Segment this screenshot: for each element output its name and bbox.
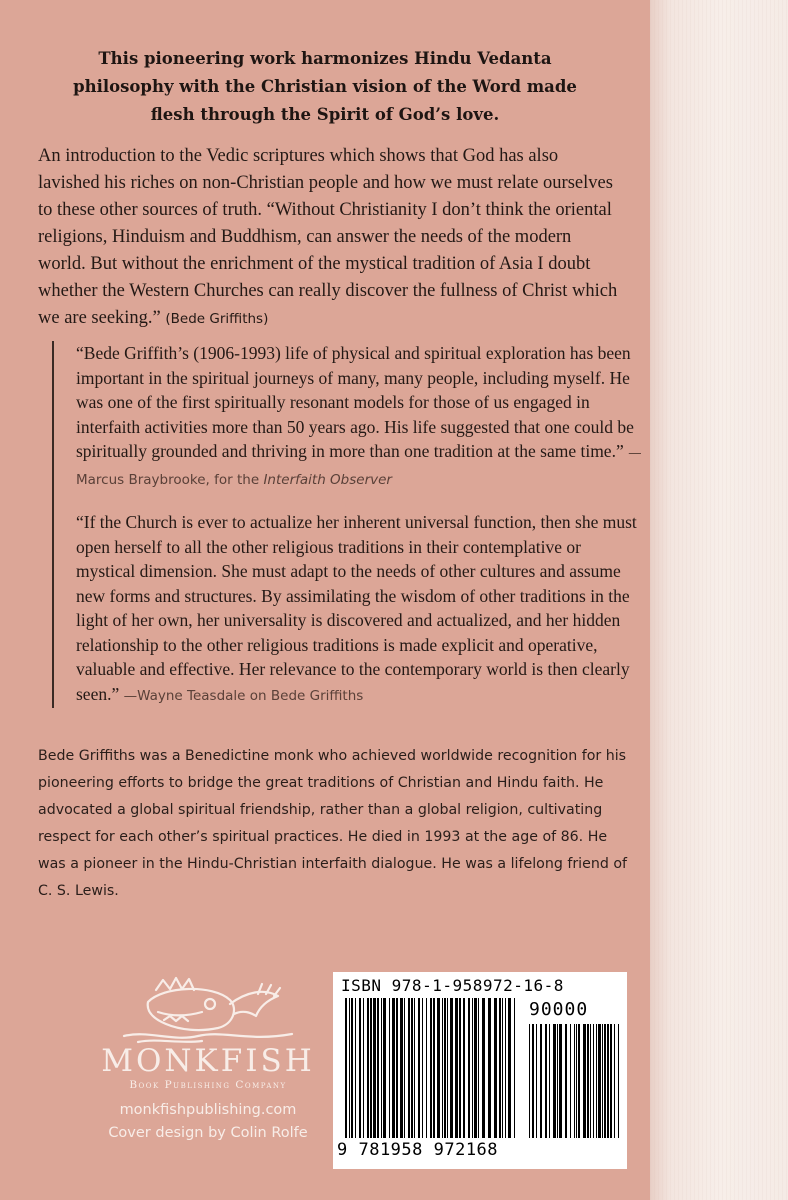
barcode-bar (488, 998, 491, 1138)
barcode-bar (392, 998, 395, 1138)
barcode-bar (587, 1024, 589, 1138)
barcode-bar (377, 998, 379, 1138)
publisher-block (88, 972, 328, 1144)
barcode-bar (468, 998, 470, 1138)
barcode-bar (618, 1024, 619, 1138)
barcode-bar (450, 998, 453, 1138)
barcode-bar (502, 998, 503, 1138)
barcode-bar (430, 998, 432, 1138)
barcode-bar (373, 998, 376, 1138)
barcode-bar (437, 998, 440, 1138)
barcode-bar (596, 1024, 597, 1138)
barcode-bar (383, 998, 386, 1138)
barcode-bar (349, 998, 350, 1138)
barcode-bar (433, 998, 435, 1138)
barcode-bar (607, 1024, 609, 1138)
isbn-digits: 9 781958 972168 (337, 1140, 499, 1160)
quote-source: Interfaith Observer (263, 471, 392, 488)
barcode-bar (367, 998, 369, 1138)
intro-paragraph (38, 143, 622, 333)
page-edge (650, 0, 788, 1200)
barcode-bar (459, 998, 461, 1138)
barcode-bar (549, 1024, 550, 1138)
barcode-bar (574, 1024, 575, 1138)
barcode-bar (396, 998, 398, 1138)
barcode-bar (444, 998, 446, 1138)
barcode-bar (381, 998, 382, 1138)
barcode-bar (540, 1024, 542, 1138)
publisher-name: MONKFISH (101, 1043, 315, 1079)
barcode-bar (499, 998, 501, 1138)
barcode-bar (400, 998, 403, 1138)
barcode-bar (557, 1024, 558, 1138)
barcode-bar (351, 998, 353, 1138)
publisher-url[interactable]: monkfishpublishing.com (119, 1102, 297, 1118)
barcode (333, 972, 627, 1169)
barcode-bar (355, 998, 356, 1138)
barcode-bar (610, 1024, 612, 1138)
barcode-bar (578, 1024, 580, 1138)
barcode-bar (463, 998, 465, 1138)
isbn-label: ISBN 978-1-958972-16-8 (341, 976, 564, 995)
endorsements (52, 341, 642, 708)
endorsement-quote (76, 341, 642, 492)
barcode-bar (576, 1024, 577, 1138)
barcode-bar (494, 998, 497, 1138)
barcode-bar (529, 1024, 530, 1138)
barcode-bar (418, 998, 420, 1138)
barcode-bar (447, 998, 448, 1138)
barcode-bar (565, 1024, 567, 1138)
barcode-bar (583, 1024, 586, 1138)
barcode-bar (559, 1024, 562, 1138)
barcode-bar (370, 998, 372, 1138)
barcode-bar (593, 1024, 594, 1138)
barcode-bar (570, 1024, 571, 1138)
barcode-bar (363, 998, 364, 1138)
barcode-bar (602, 1024, 603, 1138)
barcode-bar (482, 998, 485, 1138)
barcode-bar (426, 998, 427, 1138)
endorsement-quote (76, 510, 642, 708)
barcode-bar (508, 998, 511, 1138)
tagline: This pioneering work harmonizes Hindu Vedanta philosophy with the Christian vision of the Word made flesh through the Spirit of God’s love. (73, 49, 577, 124)
intro-text: An introduction to the Vedic scriptures which shows that God has also lavished his riches on non-Christian people and how we must relate ourselves to these other sources of truth. “Without Christianity I don’t think the oriental religions, Hinduism and Buddhism, can answer the needs of the modern world. But without the enrichment of the mystical tradition of Asia I doubt whether the Western Churches can really discover the fullness of Christ which we are seeking.” (38, 146, 618, 328)
barcode-bar (455, 998, 458, 1138)
quote-author: —Marcus Braybrooke, for the (76, 445, 642, 488)
cover-credit: Cover design by Colin Rolfe (108, 1125, 308, 1141)
barcode-bar (389, 998, 390, 1138)
quote-text: “If the Church is ever to actualize her inherent universal function, then she must open herself to all the other religious traditions in their contemplative or mystical dimension. She must adapt to the needs of other cultures and assume new forms and structures. By assimilating the wisdom of other traditions in the light of her own, her universality is discovered and actualized, and her hidden relationship to the other religious traditions is made explicit and operative, valuable and effective. Her relevance to the contemporary world is then clearly seen.” (76, 512, 637, 704)
barcode-bar (553, 1024, 556, 1138)
barcode-bar (411, 998, 413, 1138)
barcode-bar (614, 1024, 615, 1138)
barcode-bar (514, 998, 515, 1138)
author-bio: Bede Griffiths was a Benedictine monk who achieved worldwide recognition for his pioneering efforts to bridge the great traditions of Christian and Hindu faith. He advocated a global spiritual friendship, rather than a global religion, cultivating respect for each other’s spiritual practices. He died in 1993 at the age of 86. He was a pioneer in the Hindu-Christian interfaith dialogue. He was a lifelong friend of C. S. Lewis. (38, 748, 628, 899)
intro-attribution: (Bede Griffiths) (165, 311, 269, 327)
barcode-bar (404, 998, 405, 1138)
barcode-bar (532, 1024, 534, 1138)
barcode-bar (604, 1024, 606, 1138)
barcode-bar (442, 998, 443, 1138)
barcode-bar (359, 998, 361, 1138)
barcode-bar (472, 998, 473, 1138)
barcode-bar (598, 1024, 601, 1138)
publisher-subtitle: Book Publishing Company (129, 1079, 287, 1091)
barcode-bar (590, 1024, 591, 1138)
barcode-bar (478, 998, 479, 1138)
barcode-bar (345, 998, 347, 1138)
quote-text: “Bede Griffith’s (1906-1993) life of physical and spiritual exploration has been important in the spiritual journeys of many, many people, including myself. He was one of the first spiritually resonant models for those of us engaged in interfaith activities more than 50 years ago. His life suggested that one could be spiritually grounded and thriving in more than one tradition at the same time.” (76, 343, 634, 461)
barcode-bar (505, 998, 506, 1138)
barcode-bar (408, 998, 410, 1138)
price-code: 90000 (529, 999, 589, 1020)
quote-author: —Wayne Teasdale on Bede Griffiths (123, 687, 364, 704)
barcode-bar (422, 998, 423, 1138)
monkfish-logo-icon (118, 972, 298, 1046)
barcode-bar (536, 1024, 537, 1138)
barcode-bar (414, 998, 415, 1138)
barcode-bar (474, 998, 477, 1138)
barcode-bar (545, 1024, 547, 1138)
